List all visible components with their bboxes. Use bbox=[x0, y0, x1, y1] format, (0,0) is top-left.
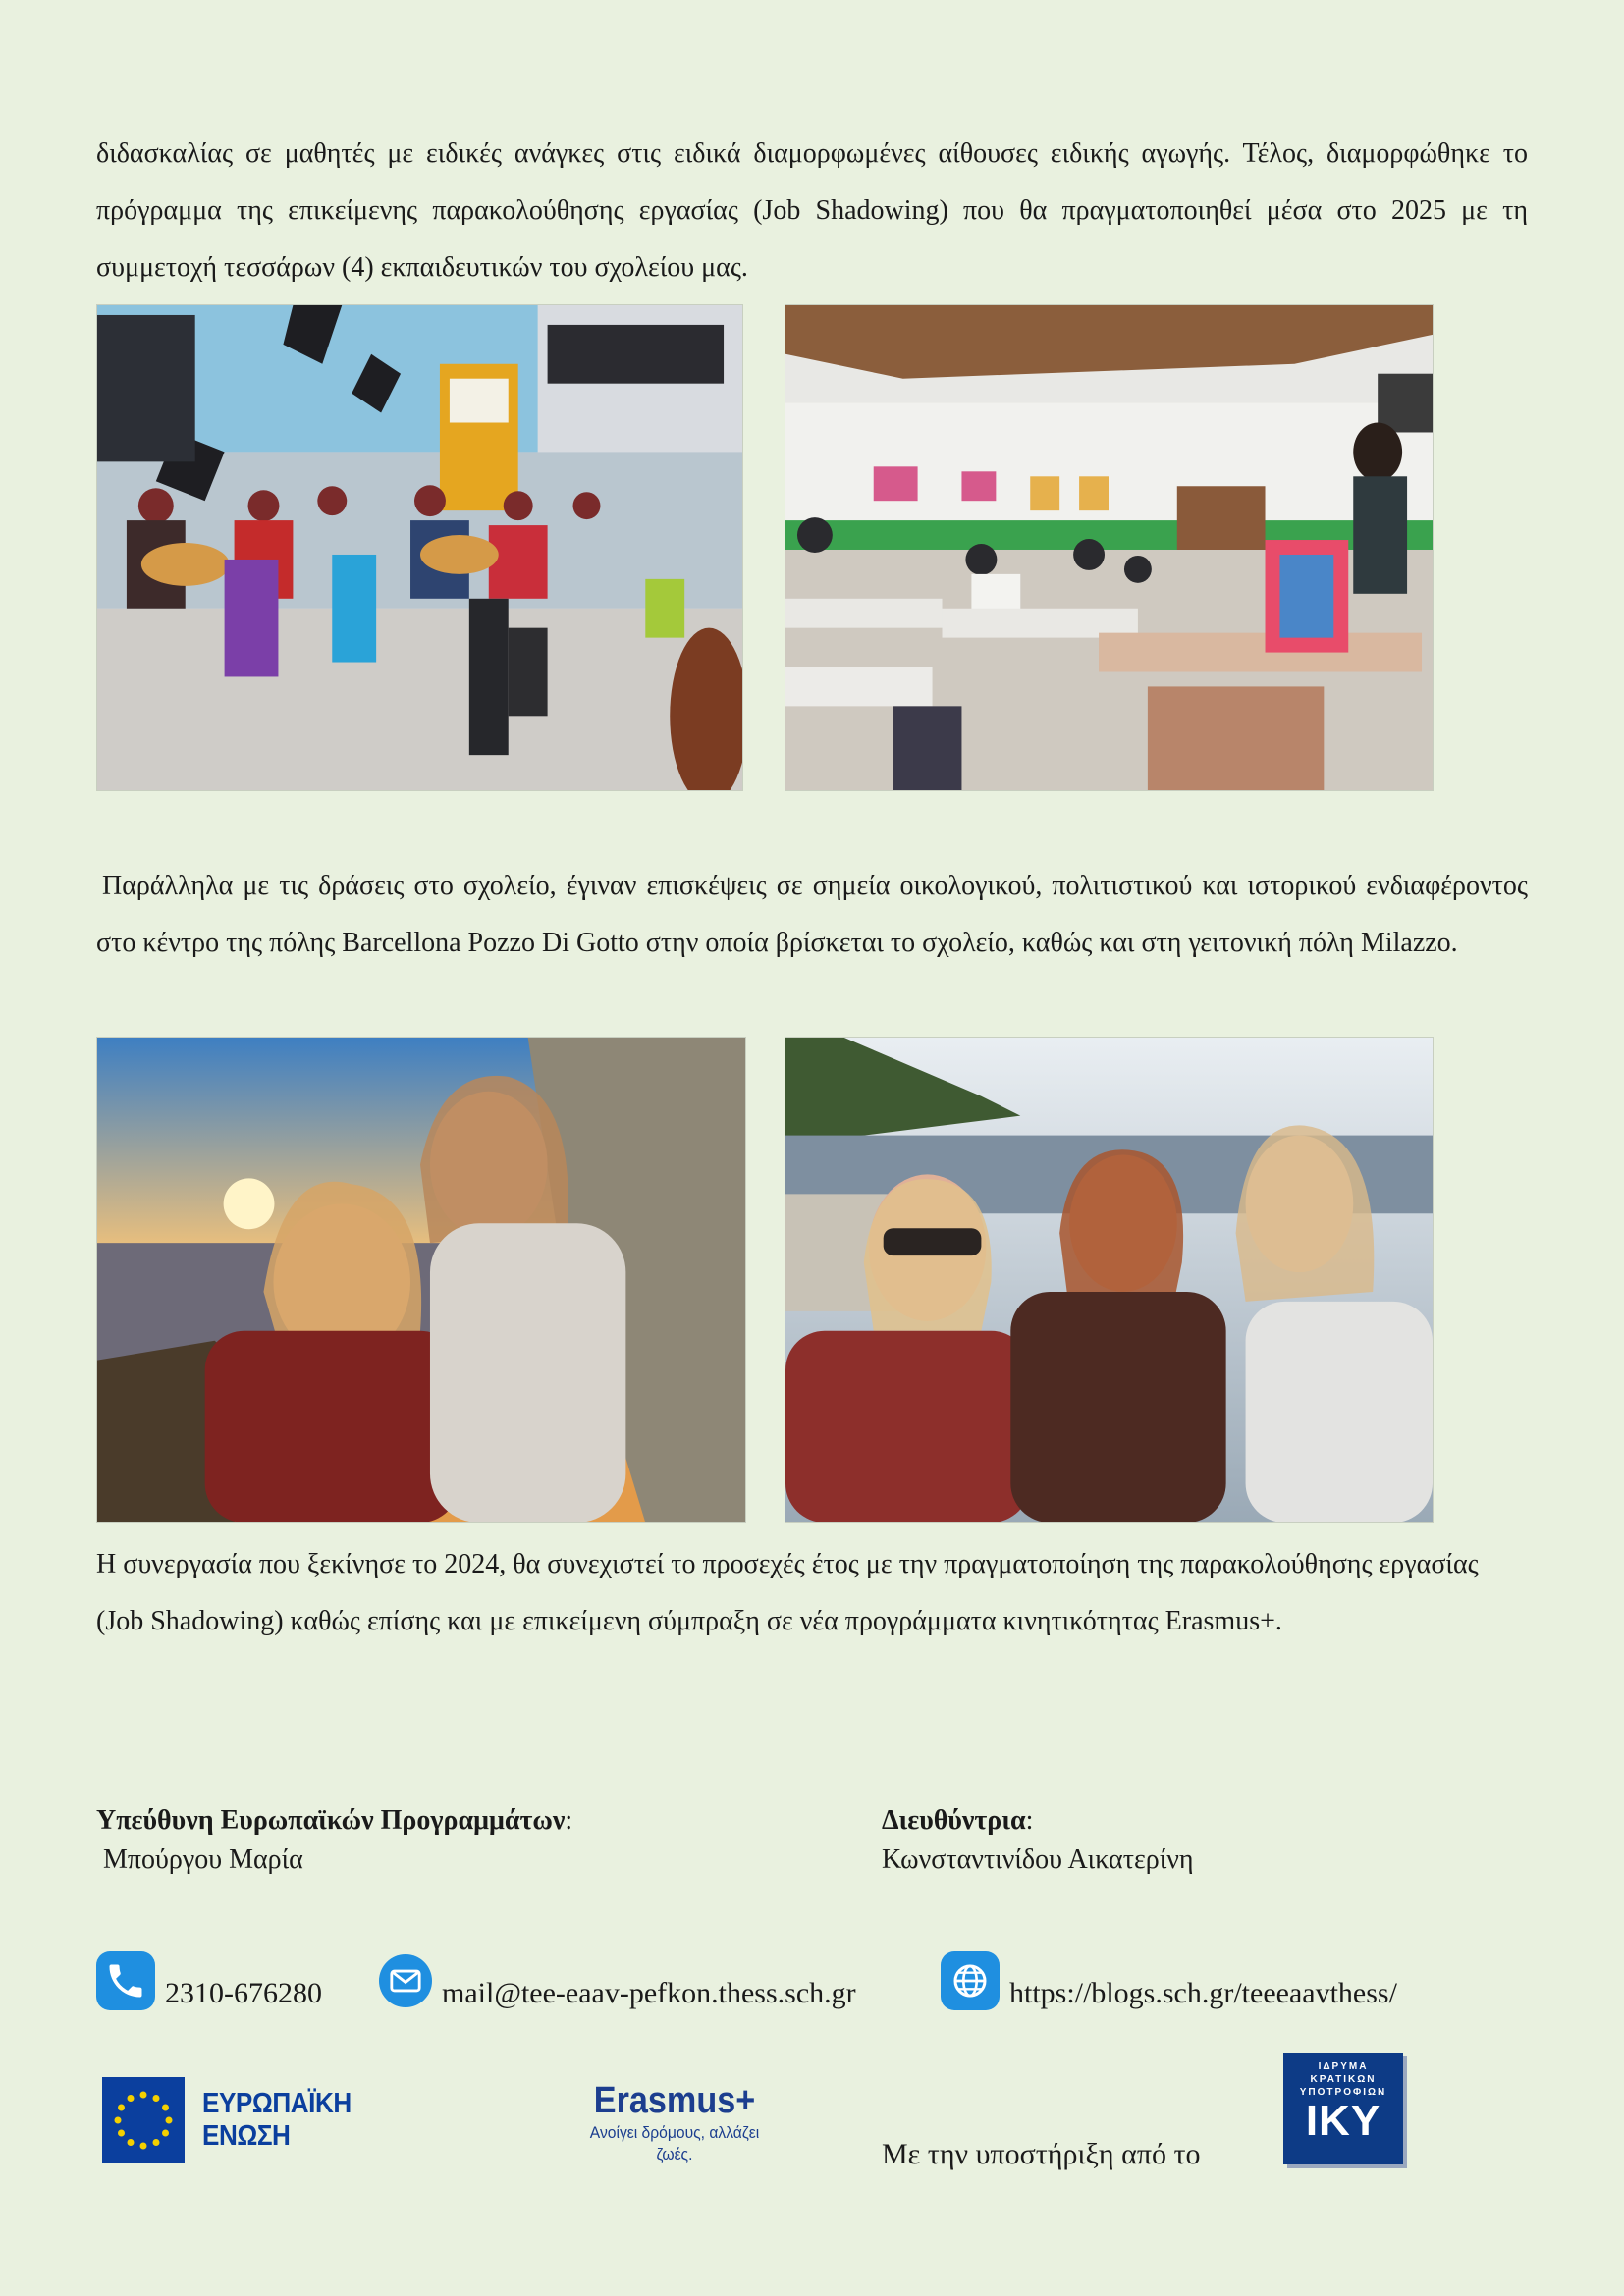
email-address: mail@tee-eaav-pefkon.thess.sch.gr bbox=[442, 1977, 856, 2009]
iky-line-3: ΥΠΟΤΡΟΦΙΩΝ bbox=[1299, 2087, 1387, 2098]
photo-sunset-teachers bbox=[96, 1037, 746, 1523]
iky-acronym: ΙΚΥ bbox=[1305, 2097, 1381, 2145]
phone-number: 2310-676280 bbox=[165, 1977, 322, 2009]
phone-icon bbox=[96, 1951, 155, 2010]
signature-director: Διευθύντρια: Κωνσταντινίδου Αικατερίνη bbox=[882, 1801, 1194, 1880]
website-url: https://blogs.sch.gr/teeeaavthess/ bbox=[1009, 1977, 1397, 2009]
contact-email[interactable] bbox=[379, 1951, 856, 2010]
eu-logo bbox=[102, 2075, 416, 2165]
erasmus-logo bbox=[562, 2079, 787, 2163]
mail-icon bbox=[379, 1954, 432, 2007]
paragraph-teaching: διδασκαλίας σε μαθητές με ειδικές ανάγκες στις ειδικά διαμορφωμένες αίθουσες ειδικής αγωγής. Τέλος, διαμορφώθηκε το πρόγραμμα της επικείμενης παρακολούθησης εργασίας (Job Shadowing) που θα πραγματοποιηθεί μέσα στο 2025 με τη συμμετοχή τεσσάρων (4) εκπαιδευτικών του σχολείου μας. bbox=[96, 138, 1528, 283]
paragraph-visits: Παράλληλα με τις δράσεις στο σχολείο, έγιναν επισκέψεις σε σημεία οικολογικού, πολιτιστικού και ιστορικού ενδιαφέροντος στο κέντρο της πόλης Barcellona Pozzo Di Gotto στην οποία βρίσκεται το σχολείο, καθώς και στη γειτονική πόλη Milazzo. bbox=[96, 871, 1528, 958]
erasmus-title: Erasmus+ bbox=[593, 2080, 756, 2121]
signature-name: Κωνσταντινίδου Αικατερίνη bbox=[882, 1844, 1194, 1875]
eu-label: ΕΥΡΩΠΑΪΚΗ ΕΝΩΣΗ bbox=[202, 2088, 352, 2152]
eu-flag-icon bbox=[102, 2077, 185, 2163]
support-text: Με την υποστήριξη από το bbox=[882, 2138, 1201, 2170]
photo-music-classroom bbox=[96, 304, 743, 791]
iky-line-2: ΚΡΑΤΙΚΩΝ bbox=[1310, 2074, 1377, 2085]
contact-phone[interactable] bbox=[96, 1951, 322, 2010]
photo-classroom-presentation bbox=[785, 304, 1434, 791]
signature-role: Διευθύντρια bbox=[882, 1805, 1026, 1836]
globe-icon bbox=[941, 1951, 1000, 2010]
iky-logo bbox=[1283, 2053, 1403, 2164]
signature-name: Μπούργου Μαρία bbox=[96, 1844, 303, 1875]
iky-line-1: ΙΔΡΥΜΑ bbox=[1318, 2061, 1369, 2072]
photo-selfie-teachers bbox=[785, 1037, 1434, 1523]
erasmus-slogan: Ανοίγει δρόμους, αλλάζει ζωές. bbox=[589, 2123, 760, 2163]
signature-programs-coordinator: Υπεύθυνη Ευρωπαϊκών Προγραμμάτων: Μπούργου Μαρία bbox=[96, 1801, 572, 1880]
paragraph-cooperation: Η συνεργασία που ξεκίνησε το 2024, θα συνεχιστεί το προσεχές έτος με την πραγματοποίηση της παρακολούθησης εργασίας (Job Shadowing) καθώς επίσης και με επικείμενη σύμπραξη σε νέα προγράμματα κινητικότητας Erasmus+. bbox=[96, 1549, 1479, 1636]
contact-website[interactable] bbox=[941, 1951, 1397, 2010]
signature-role: Υπεύθυνη Ευρωπαϊκών Προγραμμάτων bbox=[96, 1805, 566, 1836]
